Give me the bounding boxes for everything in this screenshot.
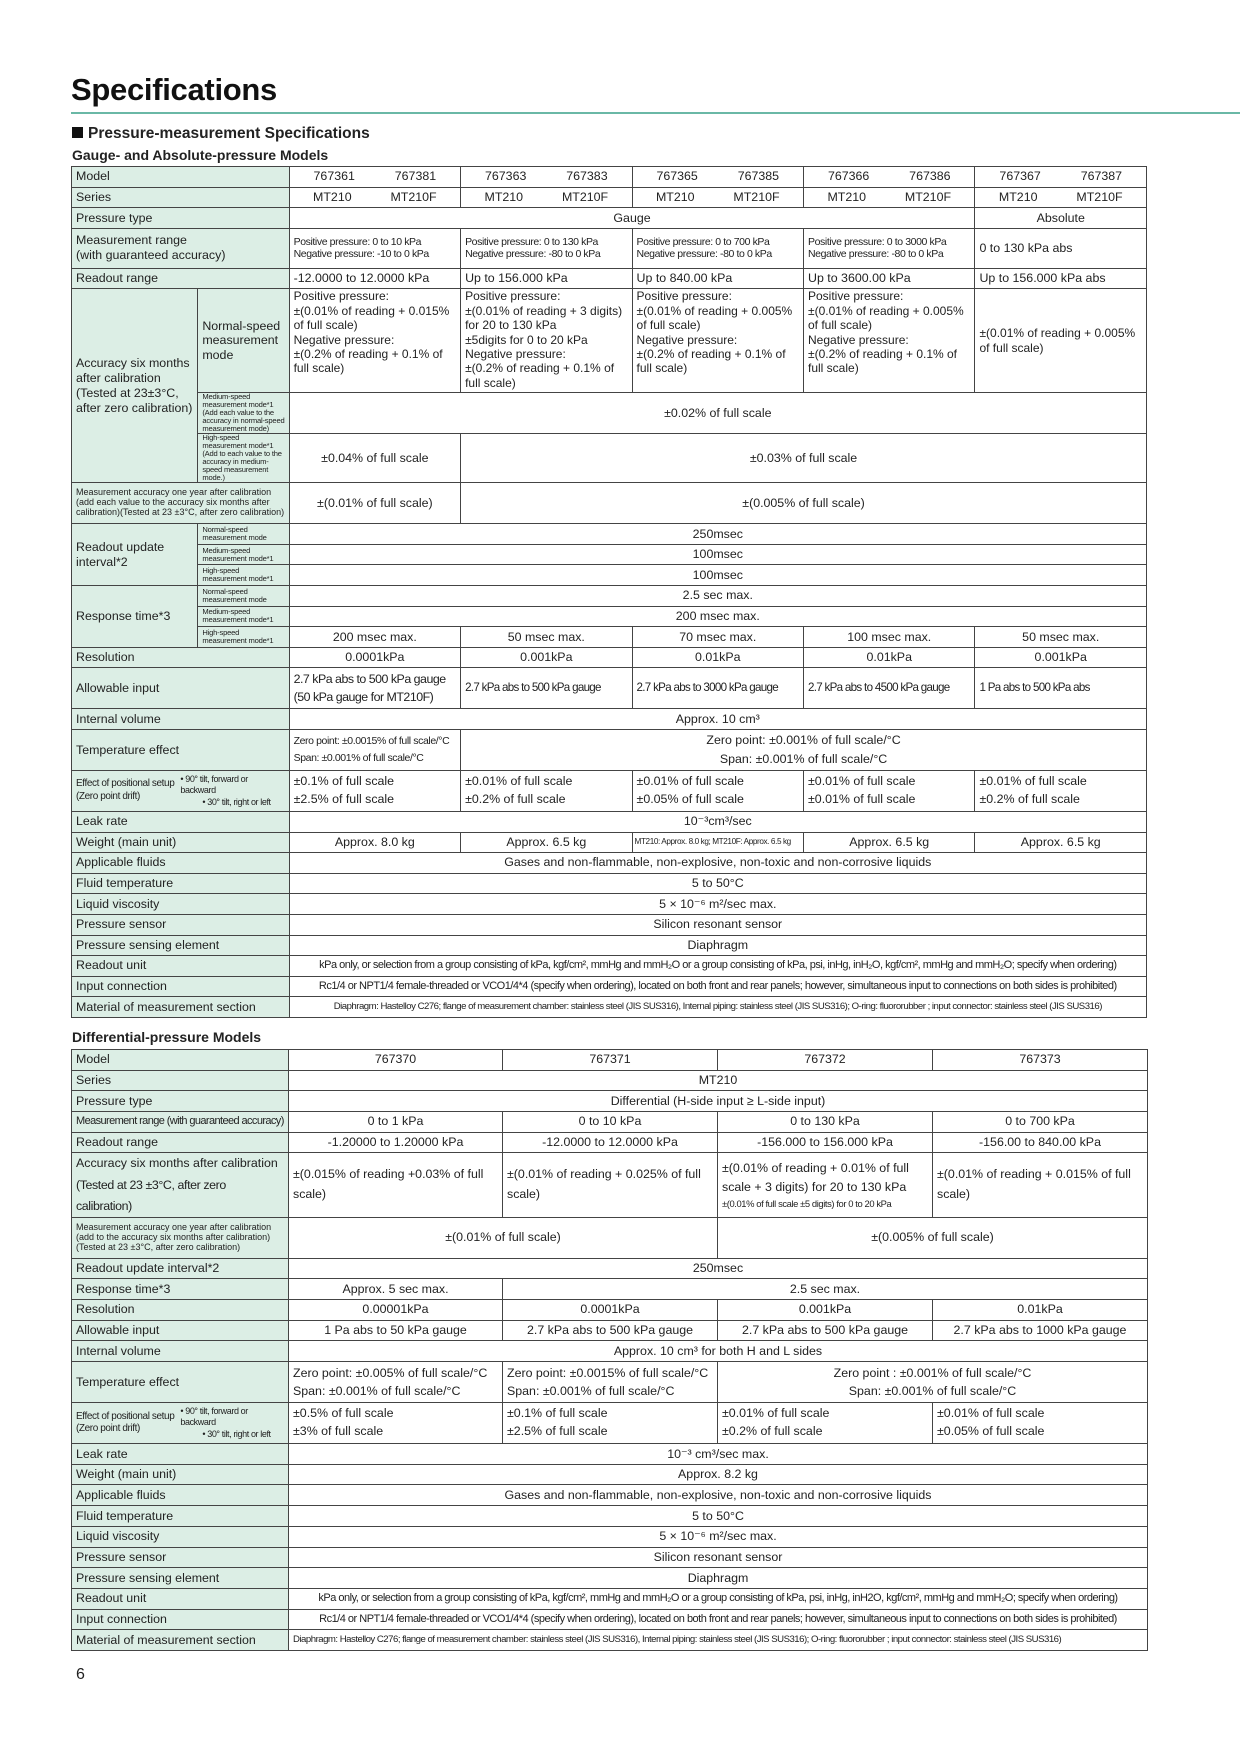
row-response-time: [72, 585, 1147, 606]
row-label: Series: [72, 1070, 289, 1091]
temperature-effect-cell: Zero point: ±0.001% of full scale/°C Span: ±0.001% of full scale/°C: [461, 729, 1147, 770]
row-label: Measurement accuracy one year after calibration (add to the accuracy six months after calibration)(Tested at 23 ±3°C, after zero calibration): [72, 1217, 289, 1258]
pressure-type-cell: Differential (H-side input ≥ L-side input): [289, 1091, 1148, 1112]
row-label: Liquid viscosity: [72, 894, 290, 915]
model-cell: 767366 767386: [804, 167, 975, 188]
row-weight: [72, 832, 1147, 853]
fluids-cell: Gases and non-flammable, non-explosive, non-toxic and non-corrosive liquids: [289, 1485, 1148, 1506]
row-label: Readout unit: [72, 1588, 289, 1609]
fluid-temp-cell: 5 to 50°C: [289, 873, 1146, 894]
one-year-cell: ±(0.01% of full scale): [289, 483, 460, 524]
row-label: Applicable fluids: [72, 853, 290, 874]
resolution-cell: 0.01kPa: [632, 647, 803, 668]
accuracy-cell: ±(0.01% of reading + 0.005% of full scale): [975, 289, 1147, 393]
row-accuracy-high: [72, 434, 1147, 483]
readout-interval-cell: 100msec: [289, 544, 1146, 565]
model-cell: 767361 767381: [289, 167, 460, 188]
row-label: Fluid temperature: [72, 1506, 289, 1527]
row-label: Model: [72, 167, 290, 188]
square-bullet-icon: [72, 127, 83, 138]
input-connection-cell: Rc1/4 or NPT1/4 female-threaded or VCO1/4*4 (specify when ordering), located on both front and rear panels; however, simultaneous input to connections on both sides is prohibited): [289, 976, 1146, 997]
row-label: Pressure sensing element: [72, 935, 290, 956]
row-label-positional: Effect of positional setup (Zero point drift) • 90° tilt, forward or backward • 30° tilt, right or left: [72, 1403, 289, 1444]
row-model: [72, 1050, 1148, 1071]
row-measurement-range: [72, 1112, 1148, 1133]
pressure-type-gauge: Gauge: [289, 208, 975, 229]
accuracy-cell: Positive pressure: ±(0.01% of reading + 3 digits) for 20 to 130 kPa ±5digits for 0 to 20 kPa Negative pressure: ±(0.2% of reading + 0.1% of full scale): [461, 289, 632, 393]
row-temperature-effect: [72, 1362, 1148, 1403]
readout-range-cell: Up to 3600.00 kPa: [804, 268, 975, 289]
response-time-cell: 70 msec max.: [632, 627, 803, 648]
accuracy-cell: ±(0.01% of reading + 0.01% of full scale + 3 digits) for 20 to 130 kPa ±(0.01% of full scale ±5 digits) for 0 to 20 kPa: [718, 1153, 933, 1217]
row-label: Fluid temperature: [72, 873, 290, 894]
leak-rate-cell: 10⁻³ cm³/sec max.: [289, 1444, 1148, 1465]
positional-cell: ±0.01% of full scale ±0.05% of full scale: [632, 770, 803, 811]
sensing-element-cell: Diaphragm: [289, 1568, 1148, 1589]
accuracy-high-cell: ±0.03% of full scale: [461, 434, 1147, 483]
row-readout-unit: [72, 1588, 1148, 1609]
row-label: Readout update interval*2: [72, 1258, 289, 1279]
readout-range-cell: Up to 156.000 kPa abs: [975, 268, 1147, 289]
row-pressure-type: [72, 1091, 1148, 1112]
row-material: [72, 1630, 1148, 1651]
sensor-cell: Silicon resonant sensor: [289, 1547, 1148, 1568]
row-label: Response time*3: [72, 1279, 289, 1300]
row-readout-interval: [72, 544, 1147, 565]
temperature-effect-cell: Zero point: ±0.0015% of full scale/°C Span: ±0.001% of full scale/°C: [503, 1362, 718, 1403]
row-label-positional: Effect of positional setup (Zero point drift) • 90° tilt, forward or backward • 30° tilt, right or left: [72, 770, 290, 811]
row-label: Response time*3: [72, 585, 198, 647]
row-viscosity: [72, 1526, 1148, 1547]
fluids-cell: Gases and non-flammable, non-explosive, non-toxic and non-corrosive liquids: [289, 853, 1146, 874]
resolution-cell: 0.01kPa: [933, 1300, 1148, 1321]
readout-range-cell: -156.00 to 840.00 kPa: [933, 1132, 1148, 1153]
resolution-cell: 0.001kPa: [718, 1300, 933, 1321]
row-label: Pressure type: [72, 208, 290, 229]
input-connection-cell: Rc1/4 or NPT1/4 female-threaded or VCO1/4*4 (specify when ordering), located on both front and rear panels; however, simultaneous input to connections on both sides is prohibited): [289, 1609, 1148, 1630]
leak-rate-cell: 10⁻³cm³/sec: [289, 811, 1146, 832]
response-time-cell: 2.5 sec max.: [503, 1279, 1148, 1300]
row-sensing-element: [72, 935, 1147, 956]
accuracy-cell: Positive pressure: ±(0.01% of reading + 0.005% of full scale) Negative pressure: ±(0.2% of reading + 0.1% of full scale): [804, 289, 975, 393]
page-number: 6: [76, 1666, 85, 1683]
row-readout-interval: [72, 1258, 1148, 1279]
row-label: Resolution: [72, 1300, 289, 1321]
weight-cell: Approx. 6.5 kg: [461, 832, 632, 853]
allowable-input-cell: 2.7 kPa abs to 500 kPa gauge: [503, 1320, 718, 1341]
row-sensing-element: [72, 1568, 1148, 1589]
viscosity-cell: 5 × 10⁻⁶ m²/sec max.: [289, 894, 1146, 915]
row-label: Allowable input: [72, 1320, 289, 1341]
row-resolution: [72, 1300, 1148, 1321]
row-label: Readout unit: [72, 956, 290, 977]
row-label: Temperature effect: [72, 1362, 289, 1403]
fluid-temp-cell: 5 to 50°C: [289, 1506, 1148, 1527]
row-input-connection: [72, 976, 1147, 997]
model-cell: 767370: [289, 1050, 503, 1071]
accuracy-high-cell: ±0.04% of full scale: [289, 434, 460, 483]
readout-range-cell: -12.0000 to 12.0000 kPa: [503, 1132, 718, 1153]
readout-unit-cell: kPa only, or selection from a group consisting of kPa, kgf/cm², mmHg and mmH₂O or a group consisting of kPa, psi, inHg, inH2O, kgf/cm², mmHg and mmH₂O; specify when ordering): [289, 1588, 1148, 1609]
sensing-element-cell: Diaphragm: [289, 935, 1146, 956]
readout-unit-cell: kPa only, or selection from a group consisting of kPa, kgf/cm², mmHg and mmH₂O or a group consisting of kPa, psi, inHg, inH₂O, kgf/cm², mmHg and mmH₂O; specify when ordering): [289, 956, 1146, 977]
diff-spec-table: [71, 1049, 1148, 1651]
row-sensor: [72, 1547, 1148, 1568]
row-one-year-accuracy: [72, 483, 1147, 524]
row-accuracy-normal: [72, 289, 1147, 393]
resolution-cell: 0.001kPa: [461, 647, 632, 668]
gauge-spec-table: [71, 166, 1147, 1018]
row-label: Pressure sensor: [72, 914, 290, 935]
row-readout-interval: [72, 565, 1147, 586]
meas-range-cell: 0 to 700 kPa: [933, 1112, 1148, 1133]
allowable-input-cell: 2.7 kPa abs to 500 kPa gauge: [461, 668, 632, 709]
meas-range-cell: Positive pressure: 0 to 3000 kPa Negative pressure: -80 to 0 kPa: [804, 228, 975, 268]
row-label: Leak rate: [72, 1444, 289, 1465]
high-mode-label: High-speed measurement mode*1: [198, 627, 289, 648]
model-cell: 767372: [718, 1050, 933, 1071]
positional-cell: ±0.01% of full scale ±0.01% of full scale: [804, 770, 975, 811]
row-label: Material of measurement section: [72, 997, 290, 1018]
response-time-cell: 200 msec max.: [289, 606, 1146, 627]
readout-range-cell: Up to 840.00 kPa: [632, 268, 803, 289]
row-label: Allowable input: [72, 668, 290, 709]
medium-mode-label: Medium-speed measurement mode*1 (Add each value to the accuracy in normal-speed measurement mode): [198, 393, 289, 434]
row-readout-interval: [72, 524, 1147, 545]
positional-cell: ±0.01% of full scale ±0.2% of full scale: [718, 1403, 933, 1444]
series-cell: MT210 MT210F: [632, 187, 803, 208]
positional-cell: ±0.01% of full scale ±0.05% of full scale: [933, 1403, 1148, 1444]
row-readout-range: [72, 1132, 1148, 1153]
accuracy-cell: ±(0.015% of reading +0.03% of full scale): [289, 1153, 503, 1217]
weight-cell: Approx. 6.5 kg: [975, 832, 1147, 853]
accuracy-medium-cell: ±0.02% of full scale: [289, 393, 1146, 434]
allowable-input-cell: 2.7 kPa abs to 500 kPa gauge: [718, 1320, 933, 1341]
weight-cell: Approx. 8.2 kg: [289, 1464, 1148, 1485]
medium-mode-label: Medium-speed measurement mode*1: [198, 606, 289, 627]
high-mode-label: High-speed measurement mode*1 (Add to each value to the accuracy in medium-speed measurement mode.): [198, 434, 289, 483]
resolution-cell: 0.01kPa: [804, 647, 975, 668]
high-mode-label: High-speed measurement mode*1: [198, 565, 289, 586]
response-time-cell: Approx. 5 sec max.: [289, 1279, 503, 1300]
positional-cell: ±0.5% of full scale ±3% of full scale: [289, 1403, 503, 1444]
weight-cell: MT210: Approx. 8.0 kg; MT210F: Approx. 6.5 kg: [632, 832, 803, 853]
row-fluids: [72, 853, 1147, 874]
model-cell: 767367 767387: [975, 167, 1147, 188]
row-allowable-input: [72, 668, 1147, 709]
temperature-effect-cell: Zero point: ±0.0015% of full scale/°C Span: ±0.001% of full scale/°C: [289, 729, 460, 770]
row-measurement-range: [72, 228, 1147, 268]
row-label: Pressure sensor: [72, 1547, 289, 1568]
row-label: Accuracy six months after calibration (Tested at 23 ±3°C, after zero calibration): [72, 1153, 289, 1217]
accuracy-cell: Positive pressure: ±(0.01% of reading + 0.015% of full scale) Negative pressure: ±(0.2% of reading + 0.1% of full scale): [289, 289, 460, 393]
response-time-cell: 2.5 sec max.: [289, 585, 1146, 606]
row-label: Measurement range (with guaranteed accuracy): [72, 1112, 289, 1133]
weight-cell: Approx. 6.5 kg: [804, 832, 975, 853]
row-label-accuracy: Accuracy six months after calibration (Tested at 23±3°C, after zero calibration): [72, 289, 198, 483]
page-title: Specifications: [71, 72, 277, 107]
response-time-cell: 100 msec max.: [804, 627, 975, 648]
normal-mode-label: Normal-speed measurement mode: [198, 585, 289, 606]
meas-range-cell: Positive pressure: 0 to 10 kPa Negative pressure: -10 to 0 kPa: [289, 228, 460, 268]
one-year-cell: ±(0.005% of full scale): [461, 483, 1147, 524]
meas-range-cell: 0 to 130 kPa abs: [975, 228, 1147, 268]
readout-interval-cell: 250msec: [289, 524, 1146, 545]
allowable-input-cell: 2.7 kPa abs to 1000 kPa gauge: [933, 1320, 1148, 1341]
series-cell: MT210 MT210F: [289, 187, 460, 208]
row-label: Pressure type: [72, 1091, 289, 1112]
row-positional: [72, 770, 1147, 811]
allowable-input-cell: 2.7 kPa abs to 3000 kPa gauge: [632, 668, 803, 709]
row-fluids: [72, 1485, 1148, 1506]
row-label: Weight (main unit): [72, 832, 290, 853]
accuracy-cell: ±(0.01% of reading + 0.015% of full scale): [933, 1153, 1148, 1217]
row-positional: [72, 1403, 1148, 1444]
row-viscosity: [72, 894, 1147, 915]
row-temperature-effect: [72, 729, 1147, 770]
row-label: Readout update interval*2: [72, 524, 198, 586]
allowable-input-cell: 1 Pa abs to 500 kPa abs: [975, 668, 1147, 709]
row-label: Readout range: [72, 1132, 289, 1153]
row-label: Internal volume: [72, 709, 290, 730]
row-label: Series: [72, 187, 290, 208]
meas-range-cell: 0 to 130 kPa: [718, 1112, 933, 1133]
material-cell: Diaphragm: Hastelloy C276; flange of measurement chamber: stainless steel (JIS SUS316), Internal piping: stainless steel (JIS SUS316); O-ring: fluororubber ; input connector: stainless steel (JIS SUS316): [289, 1630, 1148, 1651]
medium-mode-label: Medium-speed measurement mode*1: [198, 544, 289, 565]
row-leak-rate: [72, 1444, 1148, 1465]
row-one-year-accuracy: [72, 1217, 1148, 1258]
accuracy-cell: Positive pressure: ±(0.01% of reading + 0.005% of full scale) Negative pressure: ±(0.2% of reading + 0.1% of full scale): [632, 289, 803, 393]
row-response-time: [72, 1279, 1148, 1300]
response-time-cell: 50 msec max.: [461, 627, 632, 648]
row-readout-unit: [72, 956, 1147, 977]
meas-range-cell: Positive pressure: 0 to 700 kPa Negative pressure: -80 to 0 kPa: [632, 228, 803, 268]
row-label: Measurement accuracy one year after calibration (add each value to the accuracy six months after calibration)(Tested at 23 ±3°C, after zero calibration): [72, 483, 290, 524]
resolution-cell: 0.00001kPa: [289, 1300, 503, 1321]
series-cell: MT210 MT210F: [804, 187, 975, 208]
row-label: Temperature effect: [72, 729, 290, 770]
row-label: Weight (main unit): [72, 1464, 289, 1485]
readout-range-cell: -12.0000 to 12.0000 kPa: [289, 268, 460, 289]
one-year-cell: ±(0.01% of full scale): [289, 1217, 718, 1258]
allowable-input-cell: 2.7 kPa abs to 500 kPa gauge (50 kPa gauge for MT210F): [289, 668, 460, 709]
pressure-type-absolute: Absolute: [975, 208, 1147, 229]
row-label: Liquid viscosity: [72, 1526, 289, 1547]
row-label: Input connection: [72, 1609, 289, 1630]
one-year-cell: ±(0.005% of full scale): [718, 1217, 1148, 1258]
positional-cell: ±0.1% of full scale ±2.5% of full scale: [289, 770, 460, 811]
normal-mode-label: Normal-speed measurement mode: [198, 524, 289, 545]
row-fluid-temp: [72, 1506, 1148, 1527]
row-input-connection: [72, 1609, 1148, 1630]
positional-cell: ±0.01% of full scale ±0.2% of full scale: [461, 770, 632, 811]
row-label: Pressure sensing element: [72, 1568, 289, 1589]
row-allowable-input: [72, 1320, 1148, 1341]
readout-interval-cell: 250msec: [289, 1258, 1148, 1279]
resolution-cell: 0.0001kPa: [503, 1300, 718, 1321]
row-accuracy: [72, 1153, 1148, 1217]
diff-subheading: Differential-pressure Models: [72, 1029, 262, 1045]
series-cell: MT210 MT210F: [461, 187, 632, 208]
model-cell: 767373: [933, 1050, 1148, 1071]
meas-range-cell: 0 to 10 kPa: [503, 1112, 718, 1133]
row-leak-rate: [72, 811, 1147, 832]
row-readout-range: [72, 268, 1147, 289]
row-sensor: [72, 914, 1147, 935]
row-fluid-temp: [72, 873, 1147, 894]
title-divider: [71, 112, 1240, 114]
series-cell: MT210: [289, 1070, 1148, 1091]
normal-mode-label: Normal-speed measurement mode: [198, 289, 289, 393]
material-cell: Diaphragm: Hastelloy C276; flange of measurement chamber: stainless steel (JIS SUS316), Internal piping: stainless steel (JIS SUS316); O-ring: fluororubber ; input connector: stainless steel (JIS SUS316): [289, 997, 1146, 1018]
meas-range-cell: 0 to 1 kPa: [289, 1112, 503, 1133]
row-series: [72, 1070, 1148, 1091]
weight-cell: Approx. 8.0 kg: [289, 832, 460, 853]
row-label: Material of measurement section: [72, 1630, 289, 1651]
row-weight: [72, 1464, 1148, 1485]
row-internal-volume: [72, 709, 1147, 730]
row-label: Measurement range (with guaranteed accuracy): [72, 228, 290, 268]
internal-volume-cell: Approx. 10 cm³: [289, 709, 1146, 730]
row-label: Readout range: [72, 268, 290, 289]
model-cell: 767365 767385: [632, 167, 803, 188]
row-model: [72, 167, 1147, 188]
viscosity-cell: 5 × 10⁻⁶ m²/sec max.: [289, 1526, 1148, 1547]
row-internal-volume: [72, 1341, 1148, 1362]
temperature-effect-cell: Zero point : ±0.001% of full scale/°C Span: ±0.001% of full scale/°C: [718, 1362, 1148, 1403]
row-resolution: [72, 647, 1147, 668]
series-cell: MT210 MT210F: [975, 187, 1147, 208]
row-response-time: [72, 606, 1147, 627]
readout-interval-cell: 100msec: [289, 565, 1146, 586]
row-label: Leak rate: [72, 811, 290, 832]
row-pressure-type: [72, 208, 1147, 229]
row-label: Input connection: [72, 976, 290, 997]
resolution-cell: 0.0001kPa: [289, 647, 460, 668]
allowable-input-cell: 1 Pa abs to 50 kPa gauge: [289, 1320, 503, 1341]
row-material: [72, 997, 1147, 1018]
section-heading: Pressure-measurement Specifications: [72, 125, 370, 143]
row-response-time: [72, 627, 1147, 648]
row-label: Applicable fluids: [72, 1485, 289, 1506]
response-time-cell: 50 msec max.: [975, 627, 1147, 648]
row-series: [72, 187, 1147, 208]
row-label: Resolution: [72, 647, 290, 668]
positional-cell: ±0.1% of full scale ±2.5% of full scale: [503, 1403, 718, 1444]
positional-cell: ±0.01% of full scale ±0.2% of full scale: [975, 770, 1147, 811]
row-label: Model: [72, 1050, 289, 1071]
gauge-subheading: Gauge- and Absolute-pressure Models: [72, 147, 329, 163]
readout-range-cell: Up to 156.000 kPa: [461, 268, 632, 289]
sensor-cell: Silicon resonant sensor: [289, 914, 1146, 935]
meas-range-cell: Positive pressure: 0 to 130 kPa Negative pressure: -80 to 0 kPa: [461, 228, 632, 268]
row-label: Internal volume: [72, 1341, 289, 1362]
temperature-effect-cell: Zero point: ±0.005% of full scale/°C Span: ±0.001% of full scale/°C: [289, 1362, 503, 1403]
model-cell: 767371: [503, 1050, 718, 1071]
readout-range-cell: -156.000 to 156.000 kPa: [718, 1132, 933, 1153]
response-time-cell: 200 msec max.: [289, 627, 460, 648]
internal-volume-cell: Approx. 10 cm³ for both H and L sides: [289, 1341, 1148, 1362]
row-accuracy-medium: [72, 393, 1147, 434]
model-cell: 767363 767383: [461, 167, 632, 188]
accuracy-cell: ±(0.01% of reading + 0.025% of full scale): [503, 1153, 718, 1217]
allowable-input-cell: 2.7 kPa abs to 4500 kPa gauge: [804, 668, 975, 709]
readout-range-cell: -1.20000 to 1.20000 kPa: [289, 1132, 503, 1153]
resolution-cell: 0.001kPa: [975, 647, 1147, 668]
